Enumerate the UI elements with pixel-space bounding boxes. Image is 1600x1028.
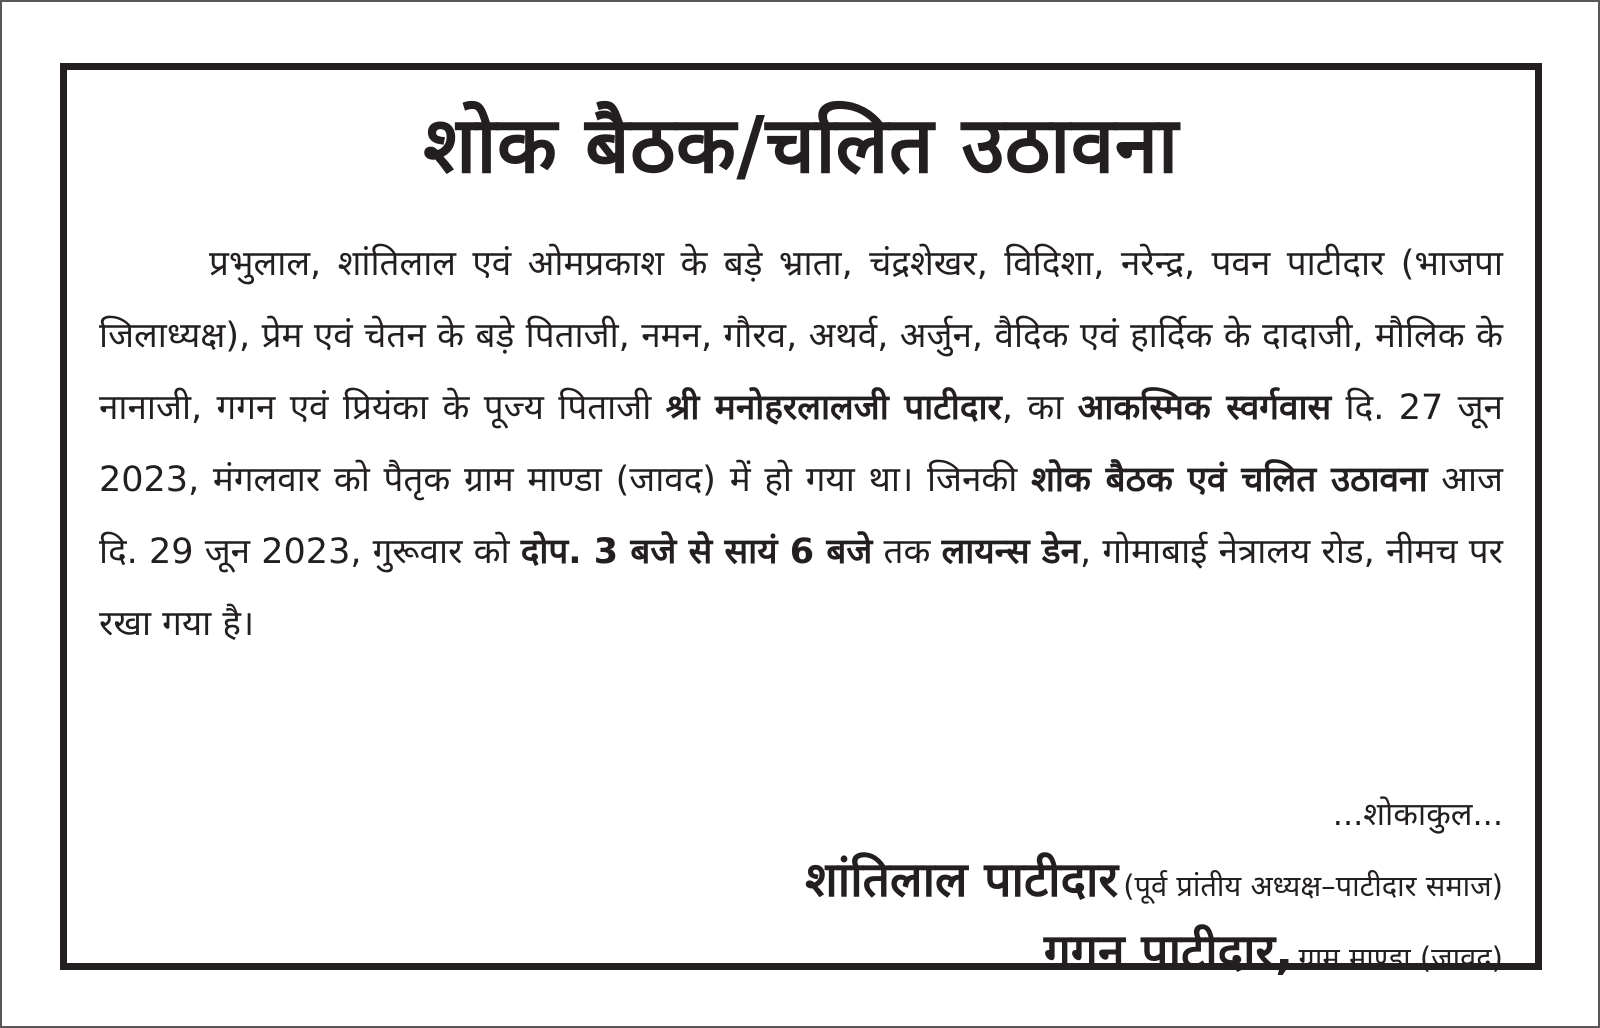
signatory-1 [805,848,1503,918]
signatory-2 [1044,920,1503,990]
signatory-name: गगन पाटीदार, [1043,924,1294,980]
notice-frame [60,63,1542,980]
event-venue: लायन्स डेन [941,532,1081,572]
body-segment: आज दि. 29 जून 2023, गुरूवार को [99,460,1503,572]
deceased-name: श्री मनोहरलालजी पाटीदार [665,388,1002,428]
mourning-label: ...शोकाकुल... [1332,795,1503,833]
body-segment: प्रभुलाल, शांतिलाल एवं ओमप्रकाश के बड़े भ्राता, चंद्रशेखर, विदिशा, नरेन्द्र, पवन पाटीदार (भाजपा जिलाध्यक्ष), प्रेम एवं चेतन के बड़े पिताजी, नमन, गौरव, अथर्व, अर्जुन, वैदिक एवं हार्दिक के दादाजी, मौलिक के नानाजी, गगन एवं प्रियंका के पूज्य पिताजी [99,244,1503,428]
body-segment: , का [1001,388,1078,428]
body-segment: , गोमाबाई नेत्रालय रोड, नीमच पर रखा गया है। [99,532,1503,644]
signatory-note: (पूर्व प्रांतीय अध्यक्ष–पाटीदार समाज) [1123,869,1503,903]
signatory-name: शांतिलाल पाटीदार [805,852,1119,908]
notice-body [99,228,1503,660]
event-time: दोप. 3 बजे से सायं 6 बजे [520,532,873,572]
body-segment: तक [872,532,942,572]
sudden-demise: आकस्मिक स्वर्गवास [1077,388,1332,428]
signatory-note: ग्राम माण्डा (जावद) [1298,941,1503,975]
notice-title: शोक बैठक/चलित उठावना [423,101,1179,191]
body-segment: दि. 27 जून 2023, मंगलवार को पैतृक ग्राम माण्डा (जावद) में हो गया था। जिनकी [99,388,1503,500]
event-name: शोक बैठक एवं चलित उठावना [1031,460,1428,500]
